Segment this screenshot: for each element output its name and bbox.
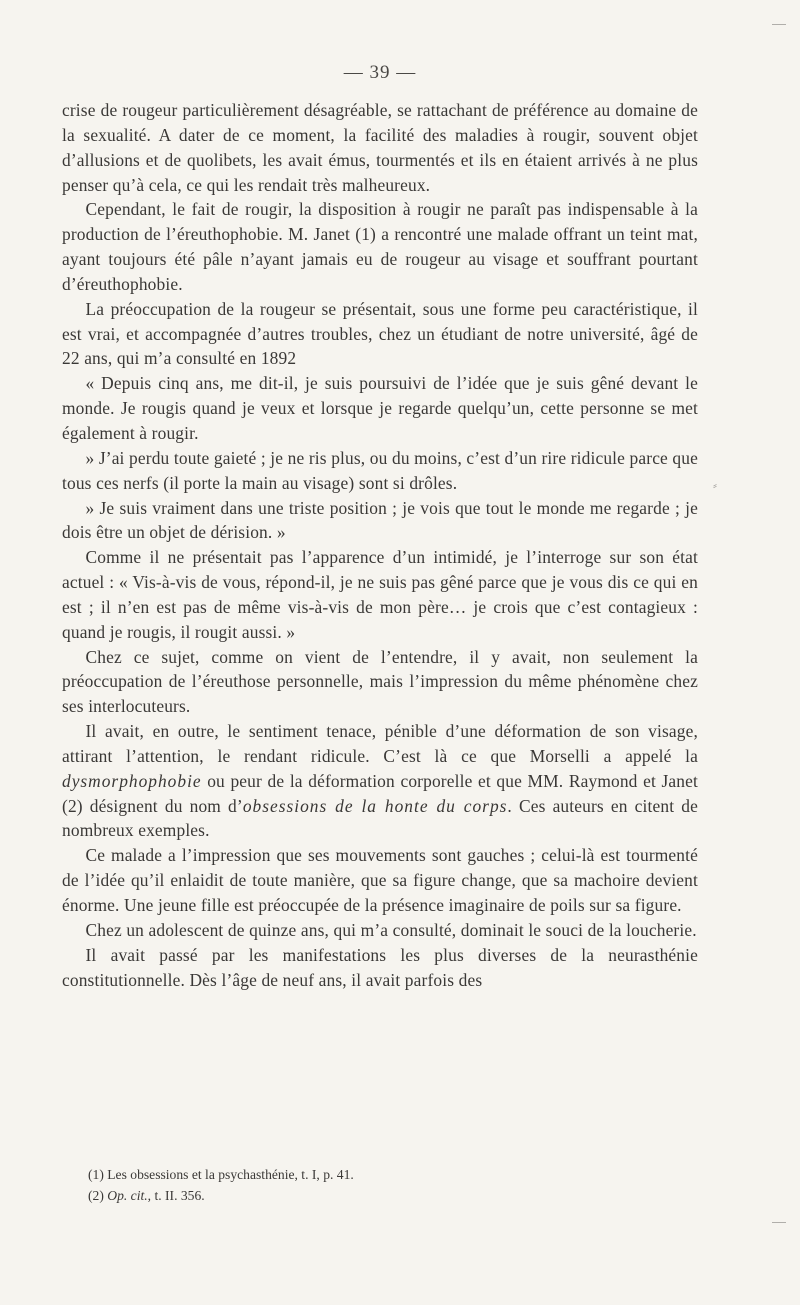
paragraph: Il avait passé par les manifestations les plus diverses de la neurasthénie constitutionnelle. Dès l’âge de neuf ans, il avait parfois des <box>62 944 698 990</box>
italic-term: obsessions de la honte du corps <box>242 795 508 816</box>
footnote <box>88 1185 688 1206</box>
footnotes <box>88 1164 688 1206</box>
paragraph: crise de rougeur particulièrement désagréable, se rattachant de préférence au domaine de la sexualité. A dater de ce moment, la facilité des maladies à rougir, souvent objet d’allusions et de quolibets, les avait émus, tourmentés et ils en étaient arrivés à ne plus penser qu’à cela, ce qui les rendait très malheureux. <box>62 100 698 195</box>
paragraph: « Depuis cinq ans, me dit-il, je suis poursuivi de l’idée que je suis gêné devant le monde. Je rougis quand je veux et lorsque je regarde quelqu’un, cette personne se met également à rougir. <box>62 373 698 443</box>
italic-term: dysmorphophobie <box>62 770 202 791</box>
text-run: . Ces auteurs en citent de nombreux exemples. <box>62 795 698 841</box>
paragraph: Comme il ne présentait pas l’apparence d’un intimidé, je l’interroge sur son état actuel : « Vis-à-vis de vous, répond-il, je ne suis pas gêné parce que je vous dis ce qui en est ; il n’en est pas de même vis-à-vis de mon père… je crois que c’est contagieux : quand je rougis, il rougit aussi. » <box>62 547 698 642</box>
margin-mark: ⸗ <box>713 478 717 492</box>
footnote-text: , t. II. 356. <box>147 1188 205 1203</box>
edge-mark <box>772 1222 786 1223</box>
paragraph: Ce malade a l’impression que ses mouvements sont gauches ; celui-là est tourmenté de l’idée qu’il enlaidit de toute manière, que sa figure change, que sa machoire devient énorme. Une jeune fille est préoccupée de la présence imaginaire de poils sur sa figure. <box>62 845 698 915</box>
paragraph: Chez ce sujet, comme on vient de l’entendre, il y avait, non seulement la préoccupation de l’éreuthose personnelle, mais l’impression du même phénomène chez ses interlocuteurs. <box>62 646 698 717</box>
body-text <box>62 98 698 992</box>
text-run: Il avait, en outre, le sentiment tenace, pénible d’une déformation de son visage, attirant l’attention, le rendant ridicule. C’est là ce que Morselli a appelé la <box>62 721 698 766</box>
edge-mark <box>772 24 786 25</box>
page-number: — 39 — <box>343 62 417 83</box>
paragraph <box>62 719 698 843</box>
paragraph: La préoccupation de la rougeur se présentait, sous une forme peu caractéristique, il est vrai, et accompagnée d’autres troubles, chez un étudiant de notre université, âgé de 22 ans, qui m’a consulté en 1892 <box>62 298 698 369</box>
paragraph: » Je suis vraiment dans une triste position ; je vois que tout le monde me regarde ; je dois être un objet de dérision. » <box>62 497 698 543</box>
footnote-ref: Op. cit. <box>107 1188 148 1203</box>
footnote-marker: (2) <box>88 1188 108 1203</box>
text-run: ou peur de la déformation corporelle et que MM. Raymond et Janet (2) désignent du nom d’ <box>62 770 698 816</box>
footnote: (1) Les obsessions et la psychasthénie, t. I, p. 41. <box>88 1167 354 1182</box>
paragraph: Chez un adolescent de quinze ans, qui m’a consulté, dominait le souci de la loucherie. <box>85 919 697 940</box>
paragraph: » J’ai perdu toute gaieté ; je ne ris plus, ou du moins, c’est d’un rire ridicule parce que tous ces nerfs (il porte la main au visage) sont si drôles. <box>62 447 698 493</box>
paragraph: Cependant, le fait de rougir, la disposition à rougir ne paraît pas indispensable à la production de l’éreuthophobie. M. Janet (1) a rencontré une malade offrant un teint mat, ayant toujours été pâle n’ayant jamais eu de rougeur au visage et souffrant pourtant d’éreuthophobie. <box>62 199 698 294</box>
